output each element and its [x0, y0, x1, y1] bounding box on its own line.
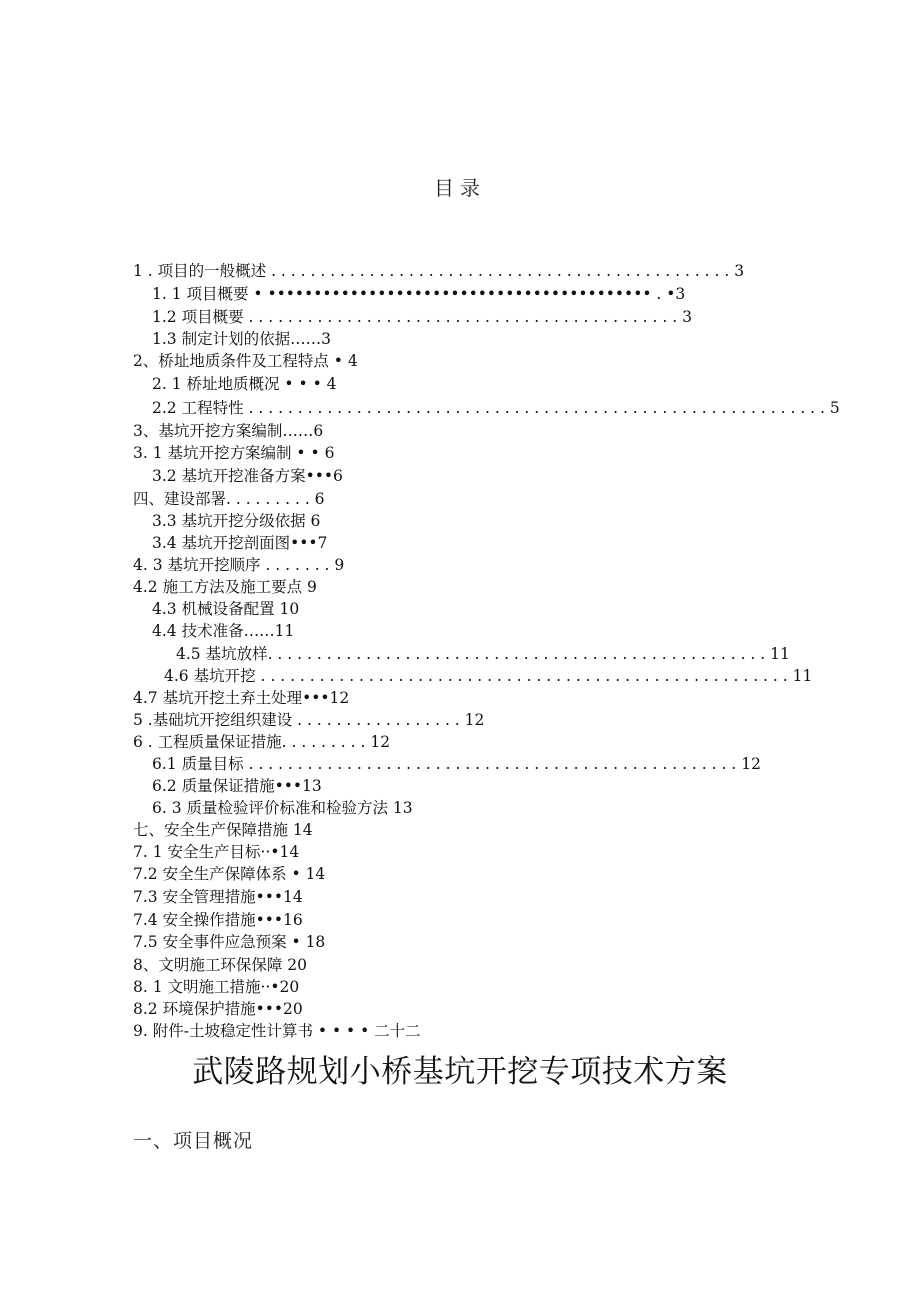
toc-entry: 3.3 基坑开挖分级依据 6: [152, 512, 321, 530]
toc-title: 目录: [434, 176, 486, 200]
toc-entry: 2.2 工程特性 . . . . . . . . . . . . . . . . . . . . . . . . . . . . . . . . . . . . . . . . . . . . . . . . . . . . . . . . . . . 5: [152, 399, 840, 417]
toc-entry: 6. 3 质量检验评价标准和检验方法 13: [152, 799, 413, 817]
toc-entry: 8. 1 文明施工措施··•20: [133, 978, 300, 996]
document-title: 武陵路规划小桥基坑开挖专项技术方案: [192, 1054, 728, 1090]
toc-entry: 8、文明施工环保保障 20: [133, 956, 308, 974]
toc-entry: 7. 1 安全生产目标··•14: [133, 843, 300, 861]
toc-entry: 4.6 基坑开挖 . . . . . . . . . . . . . . . . . . . . . . . . . . . . . . . . . . . . . . . . . . . . . . . . . . . . . . 11: [164, 667, 813, 685]
toc-entry: 2、桥址地质条件及工程特点 • 4: [133, 352, 358, 370]
toc-entry: 1. 1 项目概要 • •••••••••••••••••••••••••••••••••••••••••• . •3: [152, 285, 686, 303]
toc-entry: 3.2 基坑开挖准备方案•••6: [152, 467, 343, 485]
toc-entry: 四、建设部署. . . . . . . . . 6: [133, 490, 325, 508]
toc-entry: 7.3 安全管理措施•••14: [133, 888, 303, 906]
toc-entry: 7.5 安全事件应急预案 • 18: [133, 933, 326, 951]
toc-entry: 2. 1 桥址地质概况 • • • 4: [152, 375, 337, 393]
toc-entry: 七、安全生产保障措施 14: [133, 821, 313, 839]
toc-entry: 8.2 环境保护措施•••20: [133, 1000, 303, 1018]
toc-entry: 4.3 机械设备配置 10: [152, 600, 300, 618]
section-heading: 一、项目概况: [133, 1130, 254, 1152]
toc-entry: 1.2 项目概要 . . . . . . . . . . . . . . . . . . . . . . . . . . . . . . . . . . . . . . . . . . . . 3: [152, 308, 692, 326]
toc-entry: 3、基坑开挖方案编制……6: [133, 422, 324, 440]
toc-entry: 3. 1 基坑开挖方案编制 • • 6: [133, 444, 335, 462]
toc-entry: 6.2 质量保证措施•••13: [152, 777, 322, 795]
toc-entry: 4.7 基坑开挖土弃土处理•••12: [133, 689, 350, 707]
toc-entry: 4.5 基坑放样. . . . . . . . . . . . . . . . . . . . . . . . . . . . . . . . . . . . . . . . . . . . . . . . . . . 11: [176, 645, 790, 663]
toc-entry: 6 . 工程质量保证措施. . . . . . . . . 12: [133, 733, 391, 751]
toc-entry: 4. 3 基坑开挖顺序 . . . . . . . 9: [133, 556, 345, 574]
toc-entry: 4.2 施工方法及施工要点 9: [133, 578, 317, 596]
toc-entry: 1.3 制定计划的依据……3: [152, 330, 331, 348]
toc-entry: 6.1 质量目标 . . . . . . . . . . . . . . . . . . . . . . . . . . . . . . . . . . . . . . . . . . . . . . . . . . 12: [152, 755, 761, 773]
toc-entry: 9. 附件-土坡稳定性计算书 • • • • 二十二: [133, 1022, 421, 1040]
toc-entry: 4.4 技术准备……11: [152, 622, 295, 640]
toc-entry: 7.2 安全生产保障体系 • 14: [133, 865, 326, 883]
toc-entry: 7.4 安全操作措施•••16: [133, 911, 303, 929]
toc-entry: 5 .基础坑开挖组织建设 . . . . . . . . . . . . . . . . . 12: [133, 711, 485, 729]
toc-entry: 3.4 基坑开挖剖面图•••7: [152, 534, 328, 552]
toc-entry: 1 . 项目的一般概述 . . . . . . . . . . . . . . . . . . . . . . . . . . . . . . . . . . . . . . . . . . . . . . . 3: [133, 262, 745, 280]
